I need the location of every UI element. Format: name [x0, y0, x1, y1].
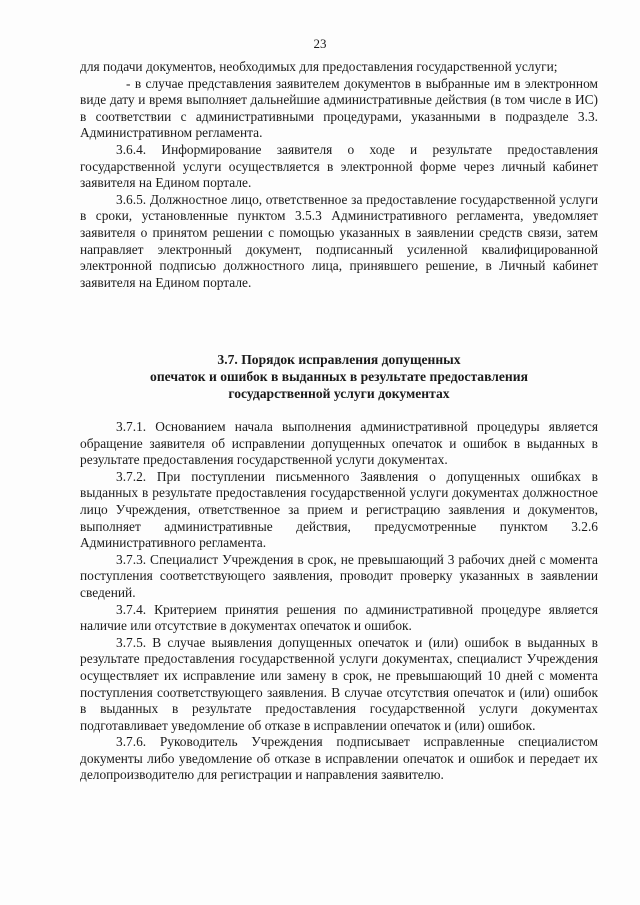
paragraph-3-7-3: 3.7.3. Специалист Учреждения в срок, не превышающий 3 рабочих дней с момента поступления соответствующего заявления, проводит проверку указанных в заявлении сведений.: [80, 551, 598, 600]
paragraph-list-item: - в случае представления заявителем документов в выбранные им в электронном виде дату и время выполняет дальнейшие административные действия (в том числе в ИС) в соответствии с административными процедурами, указанными в подразделе 3.3. Административном регламента.: [80, 75, 598, 141]
paragraph-3-7-2: 3.7.2. При поступлении письменного Заявления о допущенных ошибках в выданных в результате предоставления государственной услуги документах должностное лицо Учреждения, ответственное за прием и регистрацию заявления и документов, выполняет административные действия, предусмотренные пунктом 3.2.6 Административного регламента.: [80, 468, 598, 551]
paragraph-3-7-4: 3.7.4. Критерием принятия решения по административной процедуре является наличие или отсутствие в документах опечаток и ошибок.: [80, 601, 598, 634]
heading-line-2: опечаток и ошибок в выданных в результате предоставления: [150, 369, 528, 384]
heading-line-3: государственной услуги документах: [228, 386, 450, 401]
heading-line-1: 3.7. Порядок исправления допущенных: [217, 352, 461, 367]
paragraph-3-7-6: 3.7.6. Руководитель Учреждения подписывает исправленные специалистом документы либо уведомление об отказе в исправлении опечаток и ошибок и передает их делопроизводителю для регистрации и направления заявителю.: [80, 734, 598, 783]
paragraph-3-6-5: 3.6.5. Должностное лицо, ответственное за предоставление государственной услуги в сроки, установленные пунктом 3.5.3 Административного регламента, уведомляет заявителя о принятом решении с помощью указанных в заявлении средств связи, затем направляет электронный документ, подписанный усиленной квалифицированной электронной подписью должностного лица, принявшего решение, в Личный кабинет заявителя на Едином портале.: [80, 191, 598, 290]
paragraph-continuation: для подачи документов, необходимых для предоставления государственной услуги;: [80, 59, 558, 74]
paragraph-3-7-1: 3.7.1. Основанием начала выполнения административной процедуры является обращение заявителя об исправлении допущенных опечаток и ошибок в выданных в результате предоставления государственной услуги документах.: [80, 419, 598, 468]
paragraph-3-6-4: 3.6.4. Информирование заявителя о ходе и результате предоставления государственной услуги осуществляется в электронной форме через личный кабинет заявителя на Едином портале.: [80, 141, 598, 191]
bottom-text-section: [80, 419, 598, 784]
paragraph-3-7-5: 3.7.5. В случае выявления допущенных опечаток и (или) ошибок в выданных в результате предоставления государственной услуги документах, специалист Учреждения осуществляет их исправление или замену в срок, не превышающий 10 дней с момента поступления соответствующего заявления. В случае отсутствия опечаток и (или) ошибок в выданных в результате предоставления государственной услуги документах подготавливает уведомление об отказе в исправлении опечаток и (или) ошибок.: [80, 634, 598, 733]
top-text-section: [80, 59, 598, 291]
page-number: 23: [313, 36, 327, 51]
section-heading-3-7: [80, 351, 598, 402]
